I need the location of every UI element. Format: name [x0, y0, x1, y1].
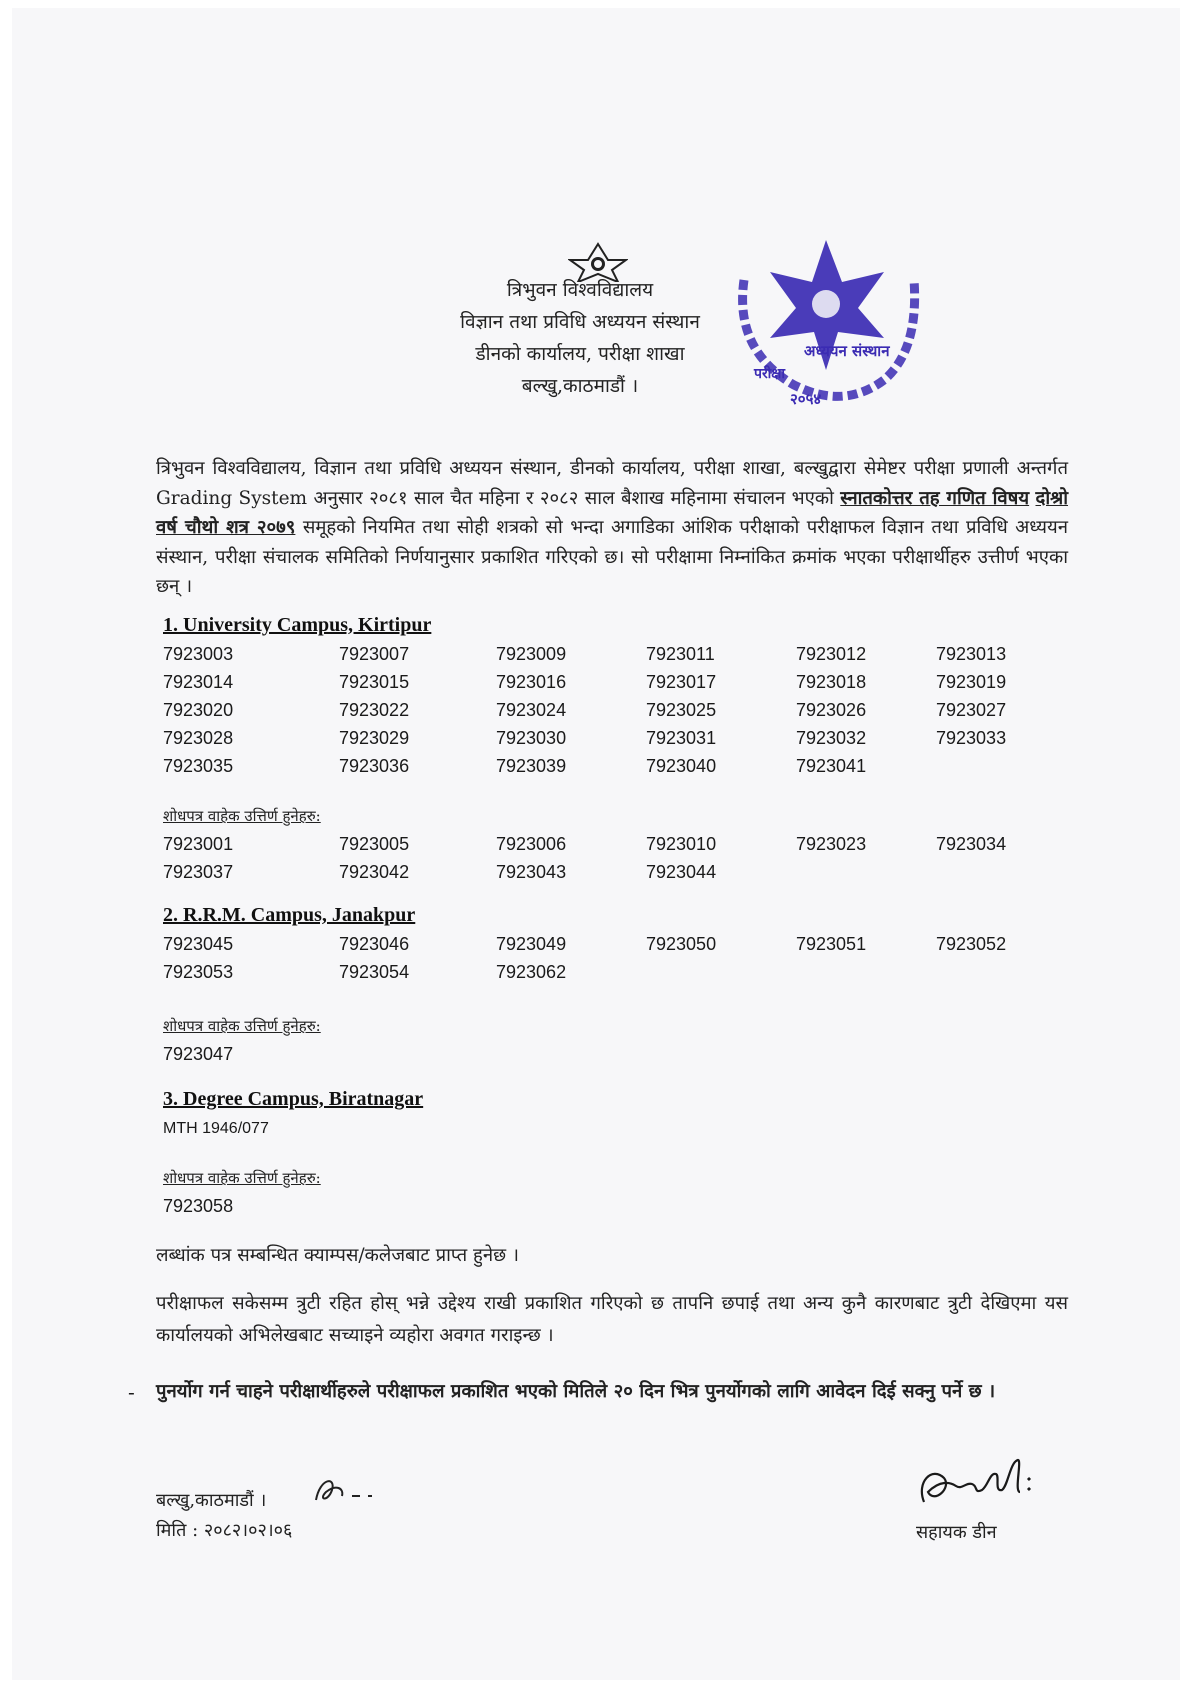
footer-place: बल्खु,काठमाडौं ।	[156, 1490, 267, 1511]
campus-title-1: 1. University Campus, Kirtipur	[163, 614, 432, 636]
roll-number: 7923051	[796, 934, 867, 954]
roll-number: 7923040	[646, 756, 717, 776]
stamp-text-top: अध्ययन संस्थान	[804, 342, 890, 360]
document-page	[12, 8, 1180, 1680]
roll-number: 7923044	[646, 862, 717, 882]
roll-number: 7923001	[163, 834, 234, 854]
roll-number: 7923026	[796, 700, 867, 720]
letterhead-university: त्रिभुवन विश्वविद्यालय	[506, 279, 654, 301]
marksheet-note: लब्धांक पत्र सम्बन्धित क्याम्पस/कलेजबाट प्राप्त हुनेछ ।	[156, 1245, 520, 1266]
retotal-note: पुनर्योग गर्न चाहने परीक्षार्थीहरुले परीक्षाफल प्रकाशित भएको मितिले २० दिन भित्र पुनर्योगको लागि आवेदन दिई सक्नु पर्ने छ ।	[156, 1381, 996, 1402]
roll-number: 7923054	[339, 962, 410, 982]
footer-signatory: सहायक डीन	[916, 1522, 997, 1543]
roll-number: 7923015	[339, 672, 410, 692]
roll-number: 7923013	[936, 644, 1007, 664]
roll-number: 7923024	[496, 700, 567, 720]
retotal-dash: -	[128, 1380, 135, 1404]
roll-number: 7923009	[496, 644, 567, 664]
thesis-heading-2: शोधपत्र वाहेक उत्तिर्ण हुनेहरु:	[163, 1017, 321, 1035]
roll-number: 7923007	[339, 644, 410, 664]
intro-year-semester: दोश्रो वर्ष चौथो शत्र २०७९	[156, 487, 1069, 538]
roll-number: 7923003	[163, 644, 234, 664]
letterhead-location: बल्खु,काठमाडौं ।	[521, 375, 639, 397]
roll-number: MTH 1946/077	[163, 1120, 269, 1137]
roll-number: 7923035	[163, 756, 234, 776]
official-stamp	[734, 220, 934, 420]
roll-number: 7923031	[646, 728, 717, 748]
thesis-heading-3: शोधपत्र वाहेक उत्तिर्ण हुनेहरु:	[163, 1169, 321, 1187]
roll-number: 7923041	[796, 756, 867, 776]
roll-number: 7923030	[496, 728, 567, 748]
roll-number: 7923049	[496, 934, 567, 954]
roll-number: 7923020	[163, 700, 234, 720]
roll-number: 7923022	[339, 700, 410, 720]
roll-number: 7923017	[646, 672, 717, 692]
roll-number: 7923016	[496, 672, 567, 692]
roll-number: 7923029	[339, 728, 410, 748]
roll-number: 7923043	[496, 862, 567, 882]
roll-number: 7923018	[796, 672, 867, 692]
campus-title-2: 2. R.R.M. Campus, Janakpur	[163, 904, 416, 926]
roll-number: 7923028	[163, 728, 234, 748]
error-note: परीक्षाफल सकेसम्म त्रुटी रहित होस् भन्ने उद्देश्य राखी प्रकाशित गरिएको छ तापनि छपाई तथा अन्य कुनै कारणबाट त्रुटी देखिएमा यस कार्यालयको अभिलेखबाट सच्याइने व्यहोरा अवगत गराइन्छ ।	[156, 1293, 1068, 1346]
roll-number: 7923045	[163, 934, 234, 954]
stamp-text-bottom: २०५४	[790, 390, 822, 408]
roll-number: 7923058	[163, 1196, 234, 1216]
roll-number: 7923062	[496, 962, 567, 982]
letterhead-institute: विज्ञान तथा प्रविधि अध्ययन संस्थान	[460, 311, 700, 333]
roll-number: 7923005	[339, 834, 410, 854]
campus-title-3: 3. Degree Campus, Biratnagar	[163, 1088, 424, 1110]
roll-number: 7923042	[339, 862, 410, 882]
initial-signature	[310, 1474, 380, 1508]
roll-number: 7923034	[936, 834, 1007, 854]
roll-number: 7923027	[936, 700, 1007, 720]
intro-paragraph	[156, 454, 1068, 602]
roll-number: 7923052	[936, 934, 1007, 954]
roll-number: 7923047	[163, 1044, 234, 1064]
letterhead-office: डीनको कार्यालय, परीक्षा शाखा	[475, 343, 685, 365]
roll-number: 7923006	[496, 834, 567, 854]
stamp-text-mid: परीक्षा	[754, 366, 785, 382]
intro-level-subject: स्नातकोत्तर तह गणित विषय	[840, 487, 1030, 509]
intro-part2: समूहको नियमित तथा सोही शत्रको सो भन्दा अगाडिका आंशिक परीक्षाको परीक्षाफल विज्ञान तथा प्रविधि अध्ययन संस्थान, परीक्षा संचालक समितिको निर्णयानुसार प्रकाशित गरिएको छ। सो परीक्षामा निम्नांकित क्रमांक भएका परीक्षार्थीहरु उत्तीर्ण भएका छन् ।	[156, 517, 1068, 597]
roll-number: 7923025	[646, 700, 717, 720]
roll-number: 7923037	[163, 862, 234, 882]
roll-number: 7923036	[339, 756, 410, 776]
roll-number: 7923010	[646, 834, 717, 854]
roll-number: 7923014	[163, 672, 234, 692]
assistant-dean-signature	[910, 1452, 1040, 1518]
roll-number: 7923011	[646, 644, 715, 664]
footer-date: मिति : २०८२।०२।०६	[156, 1520, 293, 1541]
intro-part1: त्रिभुवन विश्वविद्यालय, विज्ञान तथा प्रविधि अध्ययन संस्थान, डीनको कार्यालय, परीक्षा शाखा, बल्खुद्वारा सेमेष्टर परीक्षा प्रणाली अन्तर्गत Grading System अनुसार २०८१ साल चैत महिना र २०८२ साल बैशाख महिनामा संचालन भएको	[156, 458, 1068, 509]
roll-number: 7923050	[646, 934, 717, 954]
roll-number: 7923019	[936, 672, 1007, 692]
roll-number: 7923046	[339, 934, 410, 954]
roll-number: 7923053	[163, 962, 234, 982]
thesis-heading-1: शोधपत्र वाहेक उत्तिर्ण हुनेहरु:	[163, 807, 321, 825]
roll-number: 7923033	[936, 728, 1007, 748]
roll-number: 7923039	[496, 756, 567, 776]
roll-number: 7923012	[796, 644, 867, 664]
roll-number: 7923032	[796, 728, 867, 748]
roll-number: 7923023	[796, 834, 867, 854]
